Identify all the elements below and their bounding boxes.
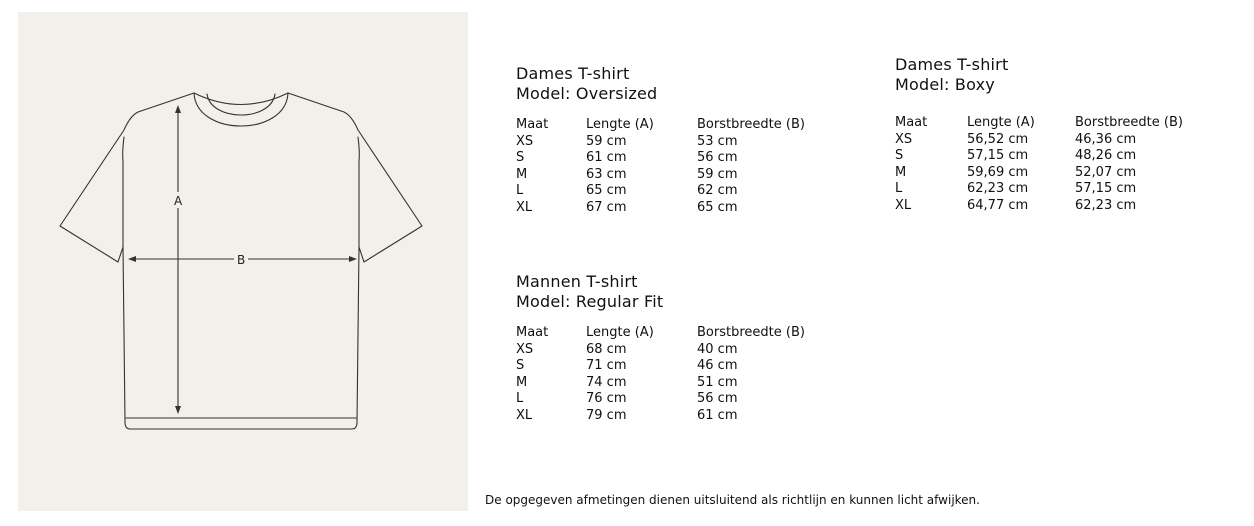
table-row [516,150,805,167]
right-sleeve-seam [358,137,359,247]
cell-chest: 56 cm [697,391,738,406]
cell-chest: 53 cm [697,133,738,149]
cell-size: M [895,164,907,180]
cell-length: 71 cm [586,358,627,373]
cell-length: 63 cm [586,166,627,182]
cell-size: L [516,183,524,198]
cell-chest: 48,26 cm [1075,148,1137,163]
dimension-a-arrow-top [175,105,181,113]
dimension-b-arrow-left [128,256,136,262]
cell-size: M [516,166,528,182]
table-row [516,342,805,359]
table-header-row [516,325,805,342]
cell-chest: 61 cm [697,407,738,423]
table-row [895,132,1183,149]
cell-length: 64,77 cm [967,197,1029,213]
cell-size: XL [895,197,912,213]
tshirt-illustration [18,12,468,511]
cell-size: M [516,374,528,390]
table-title-line2: Model: Boxy [895,75,995,94]
cell-length: 74 cm [586,374,627,390]
size-table-mannen-regular-fit [516,272,805,424]
size-table [516,117,805,216]
table-row [895,148,1183,165]
header-lengte: Lengte (A) [586,325,654,340]
table-row [516,358,805,375]
cell-length: 61 cm [586,150,627,165]
cell-chest: 51 cm [697,374,738,390]
dimension-b-arrow-right [349,256,357,262]
cell-length: 59,69 cm [967,164,1029,180]
cell-size: L [895,181,903,196]
size-table [895,115,1183,214]
cell-length: 68 cm [586,341,627,357]
cell-chest: 59 cm [697,166,738,182]
table-row [516,134,805,151]
cell-chest: 62,23 cm [1075,197,1137,213]
table-row [516,375,805,392]
table-row [516,183,805,200]
cell-size: XS [895,131,913,147]
header-borstbreedte: Borstbreedte (B) [697,117,805,132]
cell-length: 59 cm [586,133,627,149]
cell-size: L [516,391,524,406]
table-row [516,200,805,217]
cell-size: XL [516,199,533,215]
cell-length: 62,23 cm [967,181,1029,196]
table-header-row [895,115,1183,132]
table-title-line2: Model: Regular Fit [516,292,664,311]
table-title-line2: Model: Oversized [516,84,658,103]
header-lengte: Lengte (A) [586,117,654,132]
table-title-line1: Mannen T-shirt [516,272,638,291]
dimension-b-label: B [237,253,246,267]
cell-size: S [516,358,525,373]
dimension-a-arrow-bottom [175,406,181,414]
table-title-line1: Dames T-shirt [516,64,630,83]
cell-size: S [895,148,904,163]
size-table [516,325,805,424]
header-borstbreedte: Borstbreedte (B) [1075,115,1183,130]
cell-size: XS [516,133,534,149]
table-row [895,181,1183,198]
cell-length: 79 cm [586,407,627,423]
cell-chest: 52,07 cm [1075,164,1137,180]
cell-length: 57,15 cm [967,148,1029,163]
cell-length: 76 cm [586,391,627,406]
cell-length: 65 cm [586,183,627,198]
header-maat: Maat [516,117,549,132]
table-row [516,391,805,408]
cell-size: S [516,150,525,165]
disclaimer-text: De opgegeven afmetingen dienen uitsluitend als richtlijn en kunnen licht afwijken. [485,493,980,507]
cell-chest: 65 cm [697,199,738,215]
size-table-dames-oversized [516,64,805,216]
cell-size: XS [516,341,534,357]
cell-size: XL [516,407,533,423]
cell-chest: 40 cm [697,341,738,357]
table-row [895,165,1183,182]
cell-length: 67 cm [586,199,627,215]
header-maat: Maat [895,115,928,130]
size-table-dames-boxy [895,55,1183,214]
cell-chest: 56 cm [697,150,738,165]
table-row [516,167,805,184]
header-maat: Maat [516,325,549,340]
table-header-row [516,117,805,134]
cell-chest: 62 cm [697,183,738,198]
cell-chest: 46 cm [697,358,738,373]
dimension-a-label: A [174,194,183,208]
cell-length: 56,52 cm [967,131,1029,147]
table-row [895,198,1183,215]
table-row [516,408,805,425]
cell-chest: 46,36 cm [1075,131,1137,147]
header-lengte: Lengte (A) [967,115,1035,130]
left-sleeve-seam [123,137,124,247]
cell-chest: 57,15 cm [1075,181,1137,196]
tshirt-drawing [18,12,468,511]
table-title-line1: Dames T-shirt [895,55,1009,74]
header-borstbreedte: Borstbreedte (B) [697,325,805,340]
